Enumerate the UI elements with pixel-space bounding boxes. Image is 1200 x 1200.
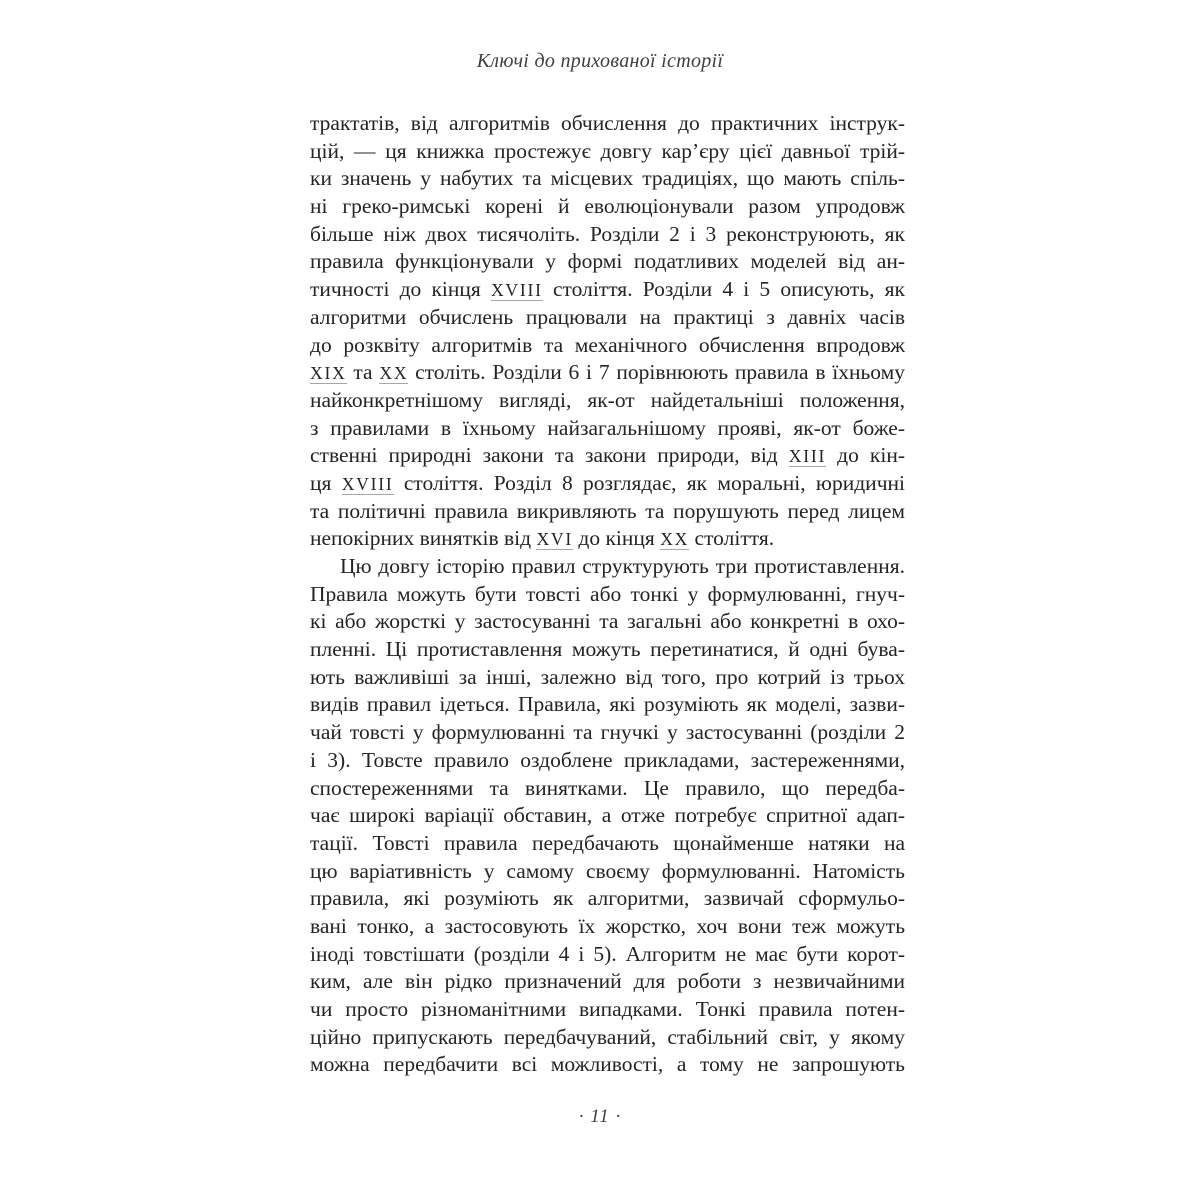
text-line: цю варіативність у самому своєму формулюванні. Натомість	[310, 858, 905, 883]
text-line: чи просто різноманітними випадками. Тонкі правила потен-	[310, 997, 905, 1021]
body-text	[310, 110, 905, 1079]
text-line: Правила можуть бути товсті або тонкі у формулюванні, гнуч-	[310, 581, 905, 606]
text-line: найконкретнішому вигляді, як-от найдетальніші положення,	[310, 387, 905, 412]
text-line: ця XVIII століття. Розділ 8 розглядає, як моральні, юридичні	[310, 470, 905, 495]
text-line: іноді товстішати (розділи 4 і 5). Алгоритм не має бути корот-	[310, 941, 905, 966]
roman-numeral: XX	[379, 363, 409, 384]
text-line: чає широкі варіації обставин, а отже потребує спритної адап-	[310, 803, 905, 828]
text-line: Цю довгу історію правил структурують три протиставлення.	[340, 554, 905, 578]
text-line: і 3). Товсте правило оздоблене прикладами, застереженнями,	[310, 747, 905, 772]
text-line: спостереженнями та винятками. Це правило, що передба-	[310, 775, 905, 800]
text-line: цій, — ця книжка простежує довгу кар’єру цієї давньої трій-	[310, 138, 905, 163]
roman-numeral: XIII	[788, 446, 827, 467]
text-line: ні греко-римські корені й еволюціонували разом упродовж	[310, 194, 905, 219]
text-line: та політичні правила викривляють та порушують перед лицем	[310, 498, 905, 523]
text-line: чай товсті у формулюванні та гнучкі у застосуванні (розділи 2	[310, 720, 905, 745]
text-line: тичності до кінця XVIII століття. Розділи 4 і 5 описують, як	[310, 277, 905, 302]
roman-numeral: XVIII	[341, 473, 394, 494]
text-line: алгоритми обчислень працювали на практиці з давніх часів	[310, 304, 905, 329]
text-line: трактатів, від алгоритмів обчислення до практичних інструк-	[310, 111, 905, 135]
text-line: XIX та XX століть. Розділи 6 і 7 порівнюють правила в їхньому	[310, 360, 905, 385]
running-header: Ключі до прихованої історії	[476, 50, 724, 72]
roman-numeral: XVI	[536, 529, 574, 550]
text-line: видів правил ідеться. Правила, які розуміють як моделі, зазви-	[310, 692, 905, 717]
text-line: більше ніж двох тисячоліть. Розділи 2 і 3 реконструюють, як	[310, 221, 905, 246]
text-line: кі або жорсткі у застосуванні та загальні або конкретні в охо-	[310, 609, 905, 634]
text-line: ственні природні закони та закони природи, від XIII до кін-	[310, 443, 905, 468]
text-line: ким, але він рідко призначений для роботи з незвичайними	[310, 969, 905, 994]
text-line: вані тонко, а застосовують їх жорстко, хоч вони теж можуть	[310, 913, 905, 938]
text-line: ють важливіші за інші, залежно від того, про котрий із трьох	[310, 664, 905, 689]
text-line: пленні. Ці протиставлення можуть перетинатися, й одні бува-	[310, 637, 905, 662]
text-line: непокірних винятків від XVI до кінця XX століття.	[310, 526, 775, 551]
page-number: · 11 ·	[578, 1106, 622, 1127]
text-line: тації. Товсті правила передбачають щонайменше натяки на	[310, 830, 905, 855]
text-line: правила функціонували у формі податливих моделей від ан-	[310, 249, 905, 274]
roman-numeral: XX	[660, 529, 690, 550]
text-line: ційно припускають передбачуваний, стабільний світ, у якому	[310, 1024, 905, 1049]
text-line: ки значень у набутих та місцевих традиціях, що мають спіль-	[310, 166, 905, 191]
roman-numeral: XVIII	[490, 280, 543, 301]
text-line: правила, які розуміють як алгоритми, зазвичай сформульо-	[310, 886, 905, 911]
text-line: можна передбачити всі можливості, а тому не запрошують	[310, 1052, 905, 1077]
roman-numeral: XIX	[310, 363, 347, 384]
text-line: з правилами в їхньому найзагальнішому прояві, як-от боже-	[310, 415, 905, 440]
text-line: до розквіту алгоритмів та механічного обчислення впродовж	[310, 332, 905, 357]
